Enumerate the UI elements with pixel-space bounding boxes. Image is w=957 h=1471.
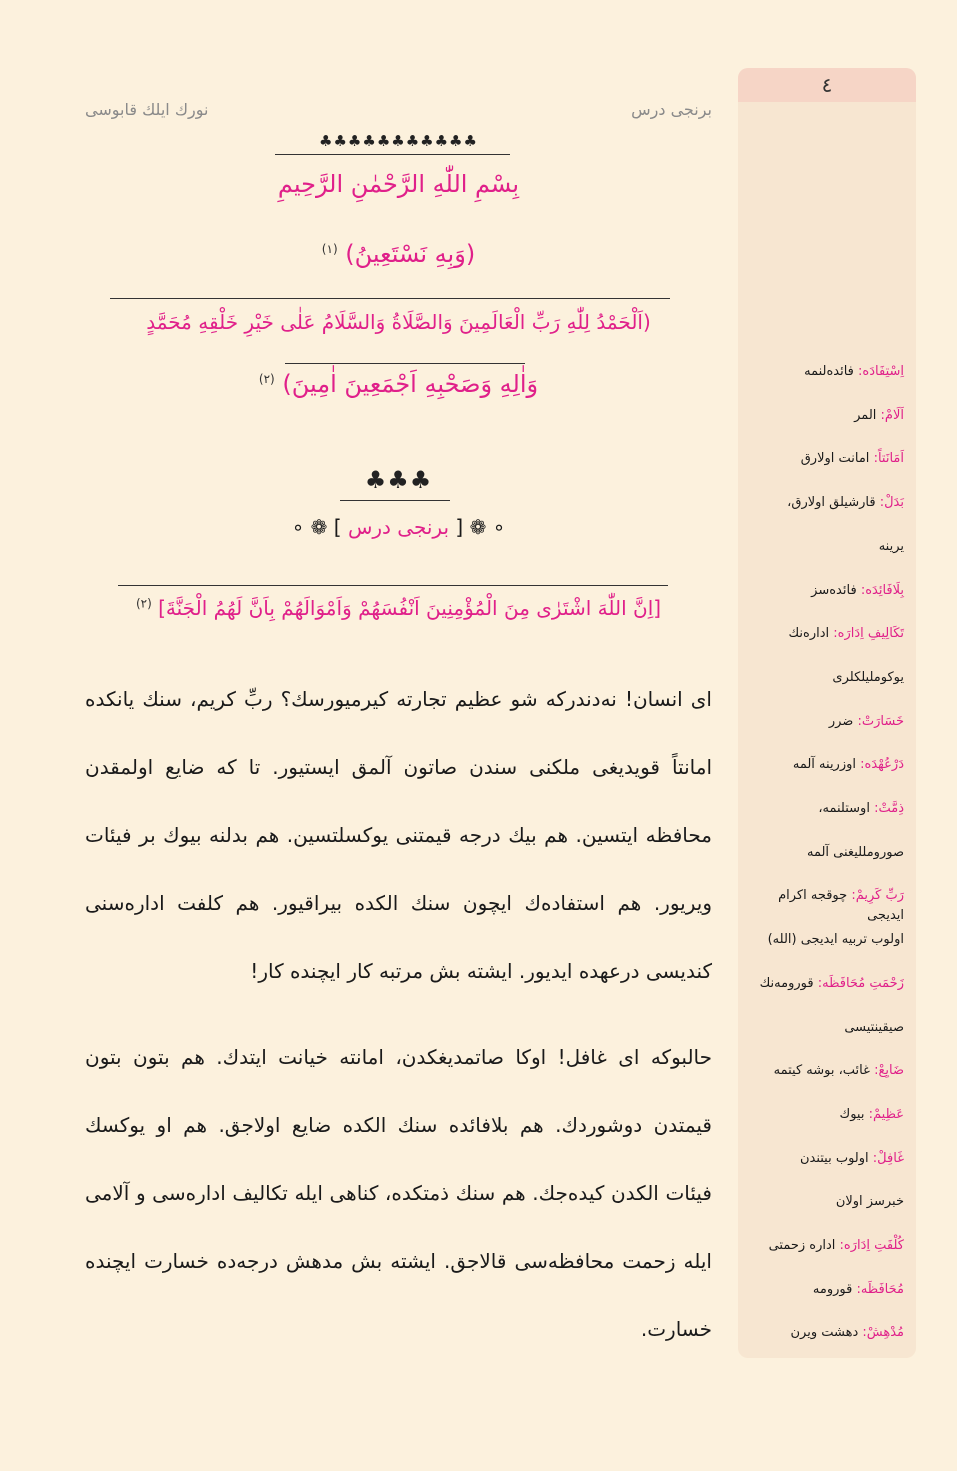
glossary-entry [750,1149,904,1169]
glossary-definition: خبرسز اولان [835,1194,904,1210]
paragraph-2-line: ایچنده خسارت. [85,1249,712,1341]
glossary-entry [750,755,904,775]
paragraph-1-line: ایتسین. هم بیك درجه قیمتنی یوکسلتسین. هم بدلنه بیوك بر فیئات ویریور. [85,823,712,915]
glossary-definition: قورومه [812,1281,853,1297]
glossary-entry [750,1280,904,1300]
glossary-entry [750,1192,904,1212]
glossary-term: غَافِلْ: [872,1150,904,1166]
glossary-sidebar [738,68,916,1358]
overline-rule [285,363,525,364]
glossary-definition: دهشت ویرن [790,1325,859,1341]
glossary-definition: چوقجه اکرام ایدیجی [778,888,904,924]
quran-verse [85,596,712,620]
glossary-entry [750,1061,904,1081]
glossary-definition: بیوك [839,1106,865,1122]
glossary-definition: المر [854,407,877,423]
paragraph-2 [85,1023,712,1363]
glossary-term: بِلَافَائِدَه: [860,582,904,598]
heading-flourish-icon: ∘ ❁ [463,515,506,539]
page-number: ٤ [738,68,916,102]
paragraph-1-line: هم استفاده‌ك ایچون سنك الکده بیراقیور. هم کلفت اداره‌سنی کندیسی درعهده [85,891,712,983]
footnote-marker[interactable]: (١) [321,242,338,256]
glossary-entry [750,362,904,382]
paragraph-2-line: فیئات الکدن کیده‌جك. هم سنك ذمتکده، کناهی ایله تکالیف اداره‌سی و [135,1181,712,1205]
glossary-entry [750,930,904,950]
heading-flourish-icon: ❁ ∘ [291,515,334,539]
glossary-definition: اداره زحمتی [768,1238,836,1253]
hamdala-line-2-text: وَاٰلِهِ وَصَحْبِهِ اَجْمَعِينَ اٰمِينَ) [282,370,539,398]
glossary-term: مُحَافَظَه: [856,1281,904,1297]
ornament-rule [275,154,510,155]
glossary-entry [750,1018,904,1038]
glossary-entry [750,493,904,513]
glossary-term: اَمَانَتاً: [873,451,904,467]
glossary-definition: صیقینتیسی [844,1019,904,1035]
glossary-entry [750,449,904,469]
istiana [85,240,712,268]
glossary-definition: اوزرینه آلمه [792,757,857,773]
glossary-definition: قارشیلق اولارق، [787,495,876,511]
glossary-entry [750,1236,904,1256]
glossary-definition: ضرر [828,713,854,729]
basmala: بِسْمِ اللّٰهِ الرَّحْمٰنِ الرَّحِيمِ [277,170,520,198]
glossary-definition: صورومللیغنی آلمه [806,844,904,860]
glossary-term: عَظِيمْ: [868,1106,904,1122]
hamdala-line-1: (اَلْحَمْدُ لِلّٰهِ رَبِّ الْعَالَمِينَ وَالصَّلَاةُ وَالسَّلَامُ عَلٰى خَيْرِ خَلْقِهِ مُحَمَّدٍ [146,310,651,334]
glossary-term: خَسَارَتْ: [857,713,904,729]
glossary-term: مُدْهِشْ: [862,1325,904,1341]
glossary-definition: اولوب بیتندن [799,1150,869,1166]
glossary-definition: اوستلنمه، [818,801,870,816]
glossary-term: بَدَلْ: [879,495,904,511]
glossary-definition: قورومه‌نك [759,975,814,991]
paragraph-1-line: ایدیور. ایشته بش مرتبه کار ایچنده کار! [250,959,573,983]
paragraph-1-line: امانتاً قویدیغی ملکنی سندن صاتون آلمق ایستیور. تا که ضایع اولمقدن محافظه [85,755,713,847]
glossary-term: دَرْعُهْدَه: [860,757,904,773]
glossary-definition: اداره‌نك [788,626,830,642]
glossary-entry [750,886,904,926]
footnote-marker[interactable]: (٢) [135,596,152,611]
glossary-entry [750,1105,904,1125]
paragraph-2-line: حالبوکه ای غافل! اوکا صاتمدیغکدن، امانته خیانت ایتدك. هم بتون بتون [85,1045,712,1069]
overline-rule [118,585,668,586]
glossary-entry [750,624,904,644]
running-header-lesson: برنجی درس [631,100,712,119]
top-ornament: ♣♣♣♣♣♣♣♣♣♣♣ [319,132,478,150]
paragraph-1-line: ای انسان! نه‌دندرکه شو عظیم تجارته کیرمیورسك؟ ربِّ کریم، سنك یانکده [85,687,712,711]
ornament-rule [340,500,450,501]
glossary-definition: امانت اولارق [800,451,870,467]
glossary-entry [750,843,904,863]
running-header-book: نورك ايلك قابوسی [85,100,209,119]
glossary-term: اَلَامْ: [880,407,904,423]
glossary-entry [750,799,904,819]
glossary-term: ذِمَّتْ: [874,801,904,816]
glossary-definition: یرینه [878,538,904,554]
glossary-entry [750,712,904,732]
glossary-definition: فائده‌سز [811,582,857,598]
glossary-entry [750,668,904,688]
hamdala-line-2 [85,370,712,398]
glossary-term: زَحْمَتِ مُحَافَظَه: [817,975,904,991]
paragraph-1 [85,665,712,1005]
glossary-entry [750,537,904,557]
glossary-definition: یوکوملیلکلری [832,669,904,685]
lesson-heading: ∘ ❁ [ برنجی درس ] ❁ ∘ [291,515,506,539]
glossary-entry [750,406,904,426]
istiana-text: (وَبِهِ نَسْتَعِينُ) [345,240,476,268]
paragraph-2-line: آلامی ایله زحمت محافظه‌سی قالاجق. ایشته بش مدهش درجه‌ده خسارت [85,1181,712,1273]
paragraph-2-line: قیمتدن دوشوردك. هم بلافائده سنك الکده ضایع اولاجق. هم او یوکسك [85,1113,712,1137]
glossary-term: تَكَالِيفِ اِدَارَه: [833,626,904,642]
glossary-entry [750,581,904,601]
glossary-definition: غائب، بوشه کیتمه [773,1063,870,1079]
verse-text: [اِنَّ اللّٰهَ اشْتَرٰى مِنَ الْمُؤْمِنِينَ اَنْفُسَهُمْ وَاَمْوَالَهُمْ بِاَنَّ لَهُمُ الْجَنَّةَ] [158,596,662,620]
footnote-marker[interactable]: (٢) [258,372,275,386]
glossary-entry [750,974,904,994]
glossary-definition: اولوب تربیه ایدیجی (الله) [767,932,904,948]
glossary-term: رَبِّ كَرِيمْ: [851,888,904,904]
glossary-term: ضَايِعْ: [874,1063,904,1079]
overline-rule [110,298,670,299]
lesson-title: برنجی درس [347,515,450,539]
lesson-ornament: ♣♣♣ [364,466,433,494]
glossary-term: اِسْتِفَادَه: [858,364,904,379]
glossary-definition: فائده‌لنمه [804,364,854,379]
glossary-term: كُلْفَتِ اِدَارَه: [839,1238,904,1253]
glossary-entry [750,1323,904,1343]
